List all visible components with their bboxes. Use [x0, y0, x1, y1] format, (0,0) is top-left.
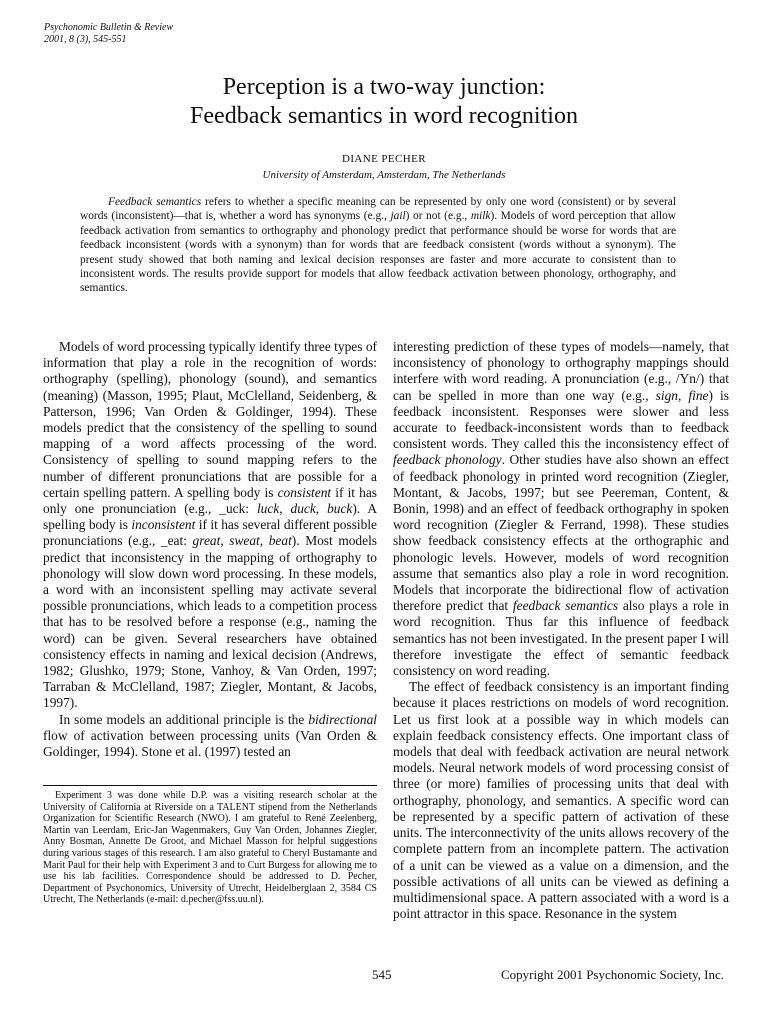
title-line-2: Feedback semantics in word recognition — [190, 103, 578, 129]
journal-header — [44, 22, 173, 46]
author-affiliation: University of Amsterdam, Amsterdam, The Netherlands — [262, 169, 506, 181]
journal-citation: 2001, 8 (3), 545-551 — [44, 34, 127, 45]
right-column — [393, 339, 729, 922]
body-paragraph: In some models an additional principle is the bidirectional flow of activation between processing units (Van Orden & Goldinger, 1994). Stone et al. (1997) tested an — [43, 711, 377, 760]
left-column — [43, 339, 377, 760]
body-paragraph: The effect of feedback consistency is an important finding because it places restrictions on models of word recognition. Let us first look at a possible way in which models can explain feedback consistency effects. One important class of models that deal with feedback activation are neural network models. Neural network models of word processing consist of three (or more) families of processing units that deal with orthography, phonology, and semantics. A specific word can be represented by a specific pattern of activation of these units. The interconnectivity of the units allows recovery of the complete pattern from an incomplete pattern. The activation of a unit can be viewed as a value on a dimension, and the possible activations of all units can be viewed as defining a multidimensional space. A pattern associated with a word is a point attractor in this space. Resonance in the system — [393, 679, 729, 922]
journal-name: Psychonomic Bulletin & Review — [44, 22, 174, 33]
paper-title — [0, 73, 768, 131]
abstract: Feedback semantics refers to whether a specific meaning can be represented by only one word (consistent) or by several words (inconsistent)—that is, whether a word has synonyms (e.g., jail) or not (e.g., milk). Models of word perception that allow feedback activation from semantics to orthography and phonology predict that performance should be worse for words that are feedback inconsistent (words with a synonym) than for words that are feedback consistent (words without a synonym). The present study showed that both naming and lexical decision responses are faster and more accurate to consistent than to inconsistent words. The results provide support for models that allow feedback activation between phonology, orthography, and semantics. — [80, 196, 676, 295]
footnote-text: Experiment 3 was done while D.P. was a visiting research scholar at the University of California at Riverside on a TALENT stipend from the Netherlands Organization for Scientific Research (NWO). I am grateful to René Zeelenberg, Martin van Leerdam, Eric-Jan Wagenmakers, Guy Van Orden, Johannes Ziegler, Anny Bosman, Annette De Groot, and Michael Masson for helpful suggestions during various stages of this research. I am also grateful to Cheryl Bustamante and Marit Paul for their help with Experiment 3 and to Curt Burgess for allowing me to use his lab facilities. Correspondence should be addressed to D. Pecher, Department of Psychonomics, University of Utrecht, Heidelberglaan 2, 3584 CS Utrecht, The Netherlands (e-mail: d.pecher@fss.uu.nl). — [43, 790, 377, 906]
author-name: DIANE PECHER — [342, 153, 426, 165]
title-line-1: Perception is a two-way junction: — [222, 74, 546, 100]
footnote-divider — [43, 785, 377, 786]
footnote — [43, 790, 377, 906]
body-paragraph: Models of word processing typically identify three types of information that play a role in the recognition of words: orthography (spelling), phonology (sound), and semantics (meaning) (Masson, 1995; Plaut, McClelland, Seidenberg, & Patterson, 1996; Van Orden & Goldinger, 1994). These models predict that the consistency of the spelling to sound mapping of a word affects processing of the word. Consistency of spelling to sound mapping refers to the number of different pronunciations that are possible for a certain spelling pattern. A spelling body is consistent if it has only one pronunciation (e.g., _uck: luck, duck, buck). A spelling body is inconsistent if it has several different possible pronunciations (e.g., _eat: great, sweat, beat). Most models predict that inconsistency in the mapping of orthography to phonology will slow down word processing. In these models, a word with an inconsistent spelling may activate several possible pronunciations, which leads to a competition process that has to be resolved before a response (e.g., naming the word) can be given. Several researchers have obtained consistency effects in naming and lexical decision (Andrews, 1982; Glushko, 1979; Stone, Vanhoy, & Van Orden, 1997; Tarraban & McClelland, 1987; Ziegler, Montant, & Jacobs, 1997). — [43, 339, 378, 711]
abstract-term: Feedback semantics — [108, 196, 202, 208]
copyright-notice: Copyright 2001 Psychonomic Society, Inc. — [500, 967, 724, 982]
page-number: 545 — [372, 967, 392, 982]
body-paragraph: interesting prediction of these types of models—namely, that inconsistency of phonology to orthography mappings should interfere with word reading. A pronunciation (e.g., /Yn/) that can be spelled in more than one way (e.g., sign, fine) is feedback inconsistent. Responses were slower and less accurate to feedback-inconsistent words than to feedback consistent words. They called this the inconsistency effect of feedback phonology. Other studies have also shown an effect of feedback phonology in printed word recognition (Ziegler, Montant, & Jacobs, 1997; but see Peereman, Content, & Bonin, 1998) and an effect of feedback orthography in spoken word recognition (Ziegler & Ferrand, 1998). These studies show feedback consistency effects at the orthographic and phonologic levels. However, models of word recognition assume that semantics also play a role in word recognition. Models that incorporate the bidirectional flow of activation therefore predict that feedback semantics also plays a role in word recognition. Thus far this influence of feedback semantics has not been investigated. In the present paper I will therefore investigate the effect of semantic feedback consistency on word reading. — [393, 339, 729, 679]
